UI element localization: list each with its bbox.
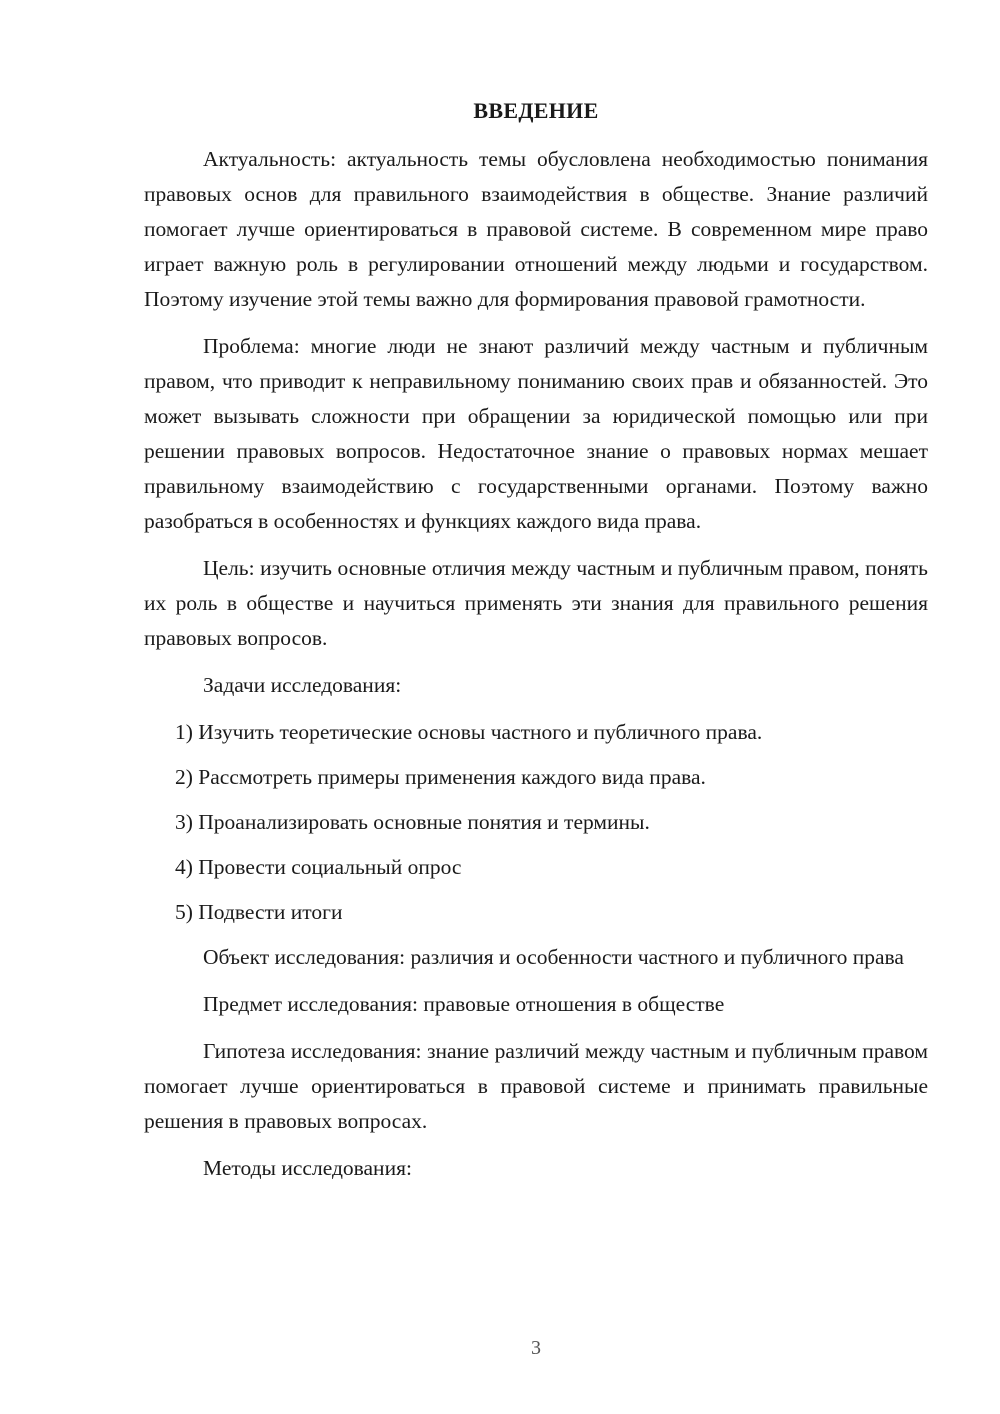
methods-heading: Методы исследования: — [203, 1156, 412, 1180]
relevance-paragraph: Актуальность: актуальность темы обусловлена необходимостью понимания правовых основ для правильного взаимодействия в обществе. Знание различий помогает лучше ориентироваться в правовой системе. В современном мире право играет важную роль в регулировании отношений между людьми и государством. Поэтому изучение этой темы важно для формирования правовой грамотности. — [144, 147, 928, 311]
goal-paragraph: Цель: изучить основные отличия между частным и публичным правом, понять их роль в обществе и научиться применять эти знания для правильного решения правовых вопросов. — [144, 556, 928, 650]
page-title: ВВЕДЕНИЕ — [473, 98, 599, 123]
document-page — [144, 0, 928, 1414]
list-item: 1) Изучить теоретические основы частного и публичного права. — [175, 720, 763, 744]
subject-paragraph: Предмет исследования: правовые отношения в обществе — [203, 992, 725, 1016]
object-paragraph: Объект исследования: различия и особенности частного и публичного права — [203, 945, 904, 969]
list-item: 3) Проанализировать основные понятия и термины. — [175, 810, 650, 834]
document-body — [144, 142, 928, 1198]
tasks-list — [144, 715, 928, 930]
hypothesis-paragraph: Гипотеза исследования: знание различий между частным и публичным правом помогает лучше ориентироваться в правовой системе и принимать правильные решения в правовых вопросах. — [144, 1039, 928, 1133]
tasks-heading: Задачи исследования: — [203, 673, 402, 697]
list-item: 2) Рассмотреть примеры применения каждого вида права. — [175, 765, 706, 789]
list-item: 4) Провести социальный опрос — [175, 855, 462, 879]
list-item: 5) Подвести итоги — [175, 900, 343, 924]
page-number-label: 3 — [531, 1337, 541, 1359]
problem-paragraph: Проблема: многие люди не знают различий между частным и публичным правом, что приводит к неправильному пониманию своих прав и обязанностей. Это может вызывать сложности при обращении за юридической помощью или при решении правовых вопросов. Недостаточное знание о правовых нормах мешает правильному взаимодействию с государственными органами. Поэтому важно разобраться в особенностях и функциях каждого вида права. — [144, 334, 928, 533]
page-number — [144, 1334, 928, 1362]
